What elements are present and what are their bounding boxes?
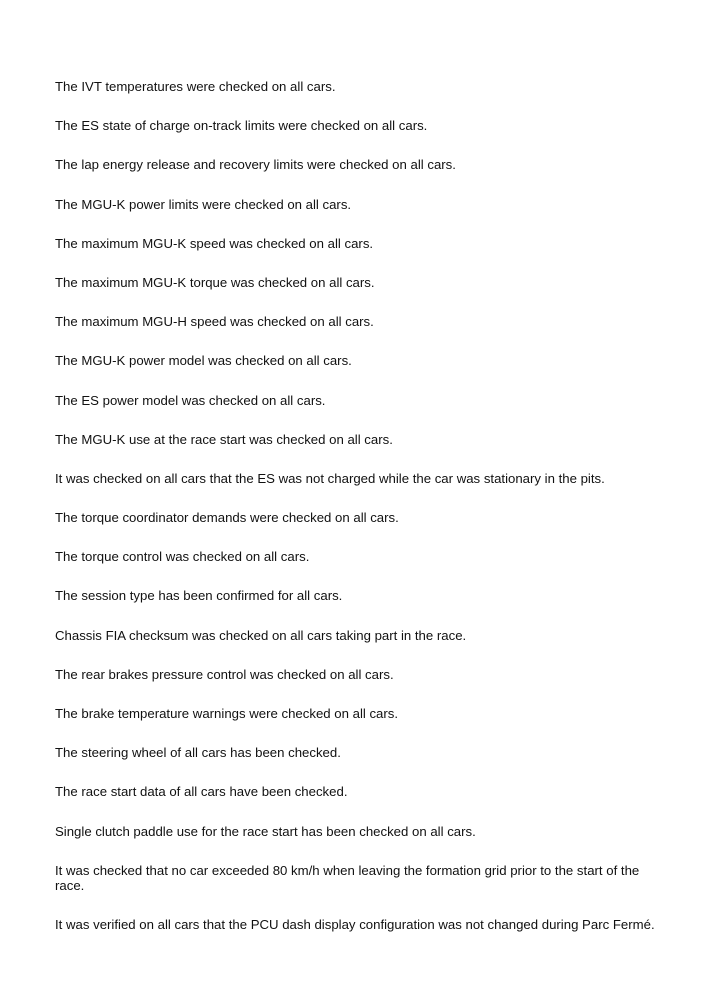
list-item: The maximum MGU-H speed was checked on all cars.	[55, 314, 374, 330]
list-item: The session type has been confirmed for all cars.	[55, 588, 343, 604]
list-item: It was verified on all cars that the PCU dash display configuration was not changed during Parc Fermé.	[55, 916, 655, 932]
list-item: The MGU-K use at the race start was checked on all cars.	[55, 431, 393, 447]
list-item: It was checked on all cars that the ES was not charged while the car was stationary in the pits.	[55, 470, 605, 486]
list-item: The IVT temperatures were checked on all cars.	[55, 79, 336, 94]
list-item: The steering wheel of all cars has been checked.	[55, 745, 341, 761]
list-item: The race start data of all cars have been checked.	[55, 784, 348, 800]
list-item: Chassis FIA checksum was checked on all cars taking part in the race.	[55, 627, 467, 643]
list-item: The MGU-K power limits were checked on all cars.	[55, 196, 352, 212]
list-item: The maximum MGU-K torque was checked on all cars.	[55, 274, 375, 290]
list-item: The ES power model was checked on all cars.	[55, 392, 326, 408]
list-item: The torque control was checked on all cars.	[55, 549, 310, 565]
list-item: It was checked that no car exceeded 80 km/h when leaving the formation grid prior to the start of the race.	[55, 862, 640, 893]
list-item: The torque coordinator demands were checked on all cars.	[55, 510, 399, 526]
list-item: The rear brakes pressure control was checked on all cars.	[55, 666, 394, 682]
list-item: The ES state of charge on-track limits were checked on all cars.	[55, 118, 428, 134]
list-item: Single clutch paddle use for the race start has been checked on all cars.	[55, 823, 476, 839]
list-item: The MGU-K power model was checked on all cars.	[55, 353, 352, 369]
list-item: The brake temperature warnings were checked on all cars.	[55, 706, 399, 721]
checks-list	[55, 79, 660, 956]
list-item: The lap energy release and recovery limits were checked on all cars.	[55, 157, 456, 173]
list-item: The maximum MGU-K speed was checked on all cars.	[55, 235, 374, 251]
